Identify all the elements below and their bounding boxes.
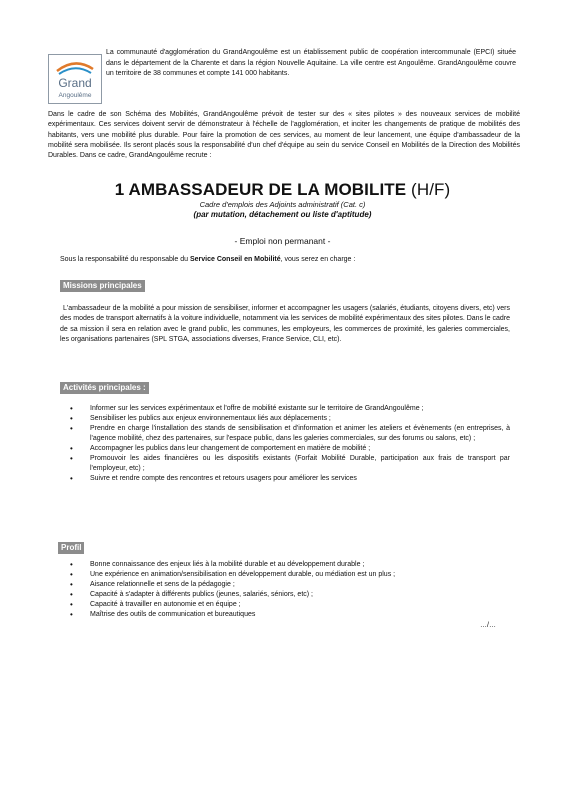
responsibility-after: , vous serez en charge : bbox=[280, 256, 356, 263]
list-item: • Maîtrise des outils de communication et bureautiques bbox=[70, 610, 510, 620]
recruitment-mode: (par mutation, détachement ou liste d'aptitude) bbox=[193, 210, 372, 219]
grandangouleme-logo bbox=[48, 54, 102, 104]
section-missions: Missions principales bbox=[60, 280, 145, 292]
list-item: • Aisance relationnelle et sens de la pédagogie ; bbox=[70, 580, 510, 590]
responsibility-line bbox=[60, 256, 355, 263]
intro-paragraph: La communauté d'agglomération du GrandAngoulême est un établissement public de coopération intercommunale (EPCI) située dans le département de la Charente et dans la région Nouvelle Aquitaine. La ville centre est Angoulême. GrandAngoulême couvre un territoire de 38 communes et compte 141 000 habitants. bbox=[106, 49, 516, 77]
missions-text: L'ambassadeur de la mobilité a pour mission de sensibiliser, informer et accompagner les usagers (salariés, étudiants, citoyens divers, etc) vers des modes de transport alternatifs à la voiture individuelle, notamment via les services de mobilité expérimentaux des sites pilotes. Dans le cadre de sa mission il sera en relation avec le grand public, les communes, les employeurs, les commerces de proximité, les galeries commerciales, les organisations partenaires (SPL STGA, associations diverses, France Service, CLI, etc). bbox=[60, 305, 510, 343]
job-title-suffix: (H/F) bbox=[406, 180, 451, 199]
continuation-mark: …/… bbox=[480, 622, 496, 629]
job-title-main: 1 AMBASSADEUR DE LA MOBILITE bbox=[114, 180, 407, 199]
context-paragraph: Dans le cadre de son Schéma des Mobilités, GrandAngoulême prévoit de tester sur des « sites pilotes » des nouveaux services de mobilité expérimentaux. Ces services doivent servir de démonstrateur à l'échelle de l'agglomération, et inciter les changements de pratique de mobilités des habitants, vers une mobilité plus durable. Pour faire la promotion de ces services, au moment de leur lancement, une équipe d'ambassadeur de la mobilité sera mobilisée. Ils seront placés sous la responsabilité d'un chef d'équipe au sein du service Conseil en Mobilités de la Direction des Mobilités Durables. Dans ce cadre, GrandAngoulême recrute : bbox=[48, 111, 520, 160]
list-item: • Suivre et rendre compte des rencontres et retours usagers pour améliorer les services bbox=[70, 474, 510, 484]
list-item: • Promouvoir les aides financières ou les dispositifs existants (Forfait Mobilité Durable, participation aux frais de transport par l'employeur, etc) ; bbox=[70, 454, 510, 474]
list-item: • Informer sur les services expérimentaux et l'offre de mobilité existante sur le territoire de GrandAngoulême ; bbox=[70, 404, 510, 414]
employment-type: - Emploi non permanant - bbox=[234, 236, 331, 246]
profil-list bbox=[70, 560, 510, 620]
svg-text:Angoulême: Angoulême bbox=[58, 92, 92, 99]
list-item: • Prendre en charge l'installation des stands de sensibilisation et d'information et animer les ateliers et évènements (en entreprises, à l'agence mobilité, chez des partenaires, sur l'espace public, dans les galeries commerciales, sur des forums ou salons, etc) ; bbox=[70, 424, 510, 444]
responsibility-before: Sous la responsabilité du responsable du bbox=[60, 256, 190, 263]
svg-text:Grand: Grand bbox=[58, 76, 92, 90]
responsibility-service: Service Conseil en Mobilité bbox=[189, 256, 281, 263]
list-item: • Une expérience en animation/sensibilisation en développement durable, ou médiation est un plus ; bbox=[70, 570, 510, 580]
list-item: • Accompagner les publics dans leur changement de comportement en matière de mobilité ; bbox=[70, 444, 510, 454]
section-profil: Profil bbox=[58, 542, 84, 554]
list-item: • Capacité à s'adapter à différents publics (jeunes, salariés, séniors, etc) ; bbox=[70, 590, 510, 600]
list-item: • Bonne connaissance des enjeux liés à la mobilité durable et au développement durable ; bbox=[70, 560, 510, 570]
job-title bbox=[0, 180, 565, 200]
list-item: • Capacité à travailler en autonomie et en équipe ; bbox=[70, 600, 510, 610]
list-item: • Sensibiliser les publics aux enjeux environnementaux liés aux déplacements ; bbox=[70, 414, 510, 424]
activites-list bbox=[70, 404, 510, 484]
section-activites: Activités principales : bbox=[60, 382, 149, 394]
job-grade: Cadre d'emplois des Adjoints administratif (Cat. c) bbox=[199, 200, 366, 209]
